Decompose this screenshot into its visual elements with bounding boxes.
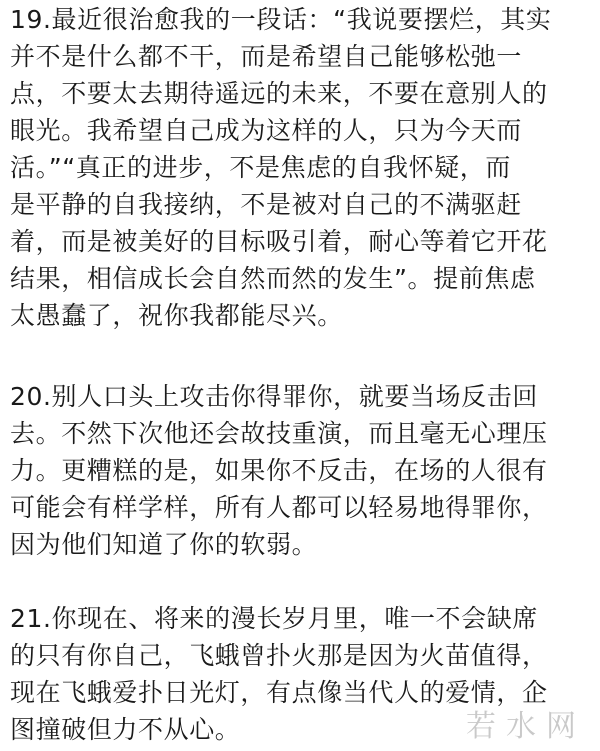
- text-line: 图撞破但力不从心。: [10, 715, 241, 744]
- text-line: 眼光。我希望自己成为这样的人，只为今天而: [10, 116, 523, 145]
- text-line: 因为他们知道了你的软弱。: [10, 530, 318, 559]
- text-line: 的只有你自己，飞蛾曾扑火那是因为火苗值得，: [10, 641, 548, 670]
- text-line: 着，而是被美好的目标吸引着，耐心等着它开花: [10, 227, 548, 256]
- text-line: 太愚蠢了，祝你我都能尽兴。: [10, 301, 343, 330]
- text-line: 并不是什么都不干，而是希望自己能够松弛一: [10, 42, 523, 71]
- text-line: 活。”“真正的进步，不是焦虑的自我怀疑，而: [10, 153, 512, 182]
- text-line: 20.别人口头上攻击你得罪你，就要当场反击回: [10, 382, 538, 411]
- text-line: 力。更糟糕的是，如果你不反击，在场的人很有: [10, 456, 548, 485]
- text-line: 现在飞蛾爱扑日光灯，有点像当代人的爱情，企: [10, 678, 548, 707]
- text-line: 去。不然下次他还会故技重演，而且毫无心理压: [10, 419, 548, 448]
- text-line: 是平静的自我接纳，不是被对自己的不满驱赶: [10, 190, 523, 219]
- text-line: 点，不要太去期待遥远的未来，不要在意别人的: [10, 79, 548, 108]
- text-line: 21.你现在、将来的漫长岁月里，唯一不会缺席: [10, 604, 538, 633]
- paragraph-20: [10, 378, 595, 563]
- text-line: 可能会有样学样，所有人都可以轻易地得罪你，: [10, 493, 548, 522]
- site-watermark: 若水网: [466, 709, 586, 744]
- text-line: 19.最近很治愈我的一段话：“我说要摆烂，其实: [10, 5, 552, 34]
- paragraph-19: [10, 1, 595, 334]
- text-line: 结果，相信成长会自然而然的发生”。提前焦虑: [10, 264, 536, 293]
